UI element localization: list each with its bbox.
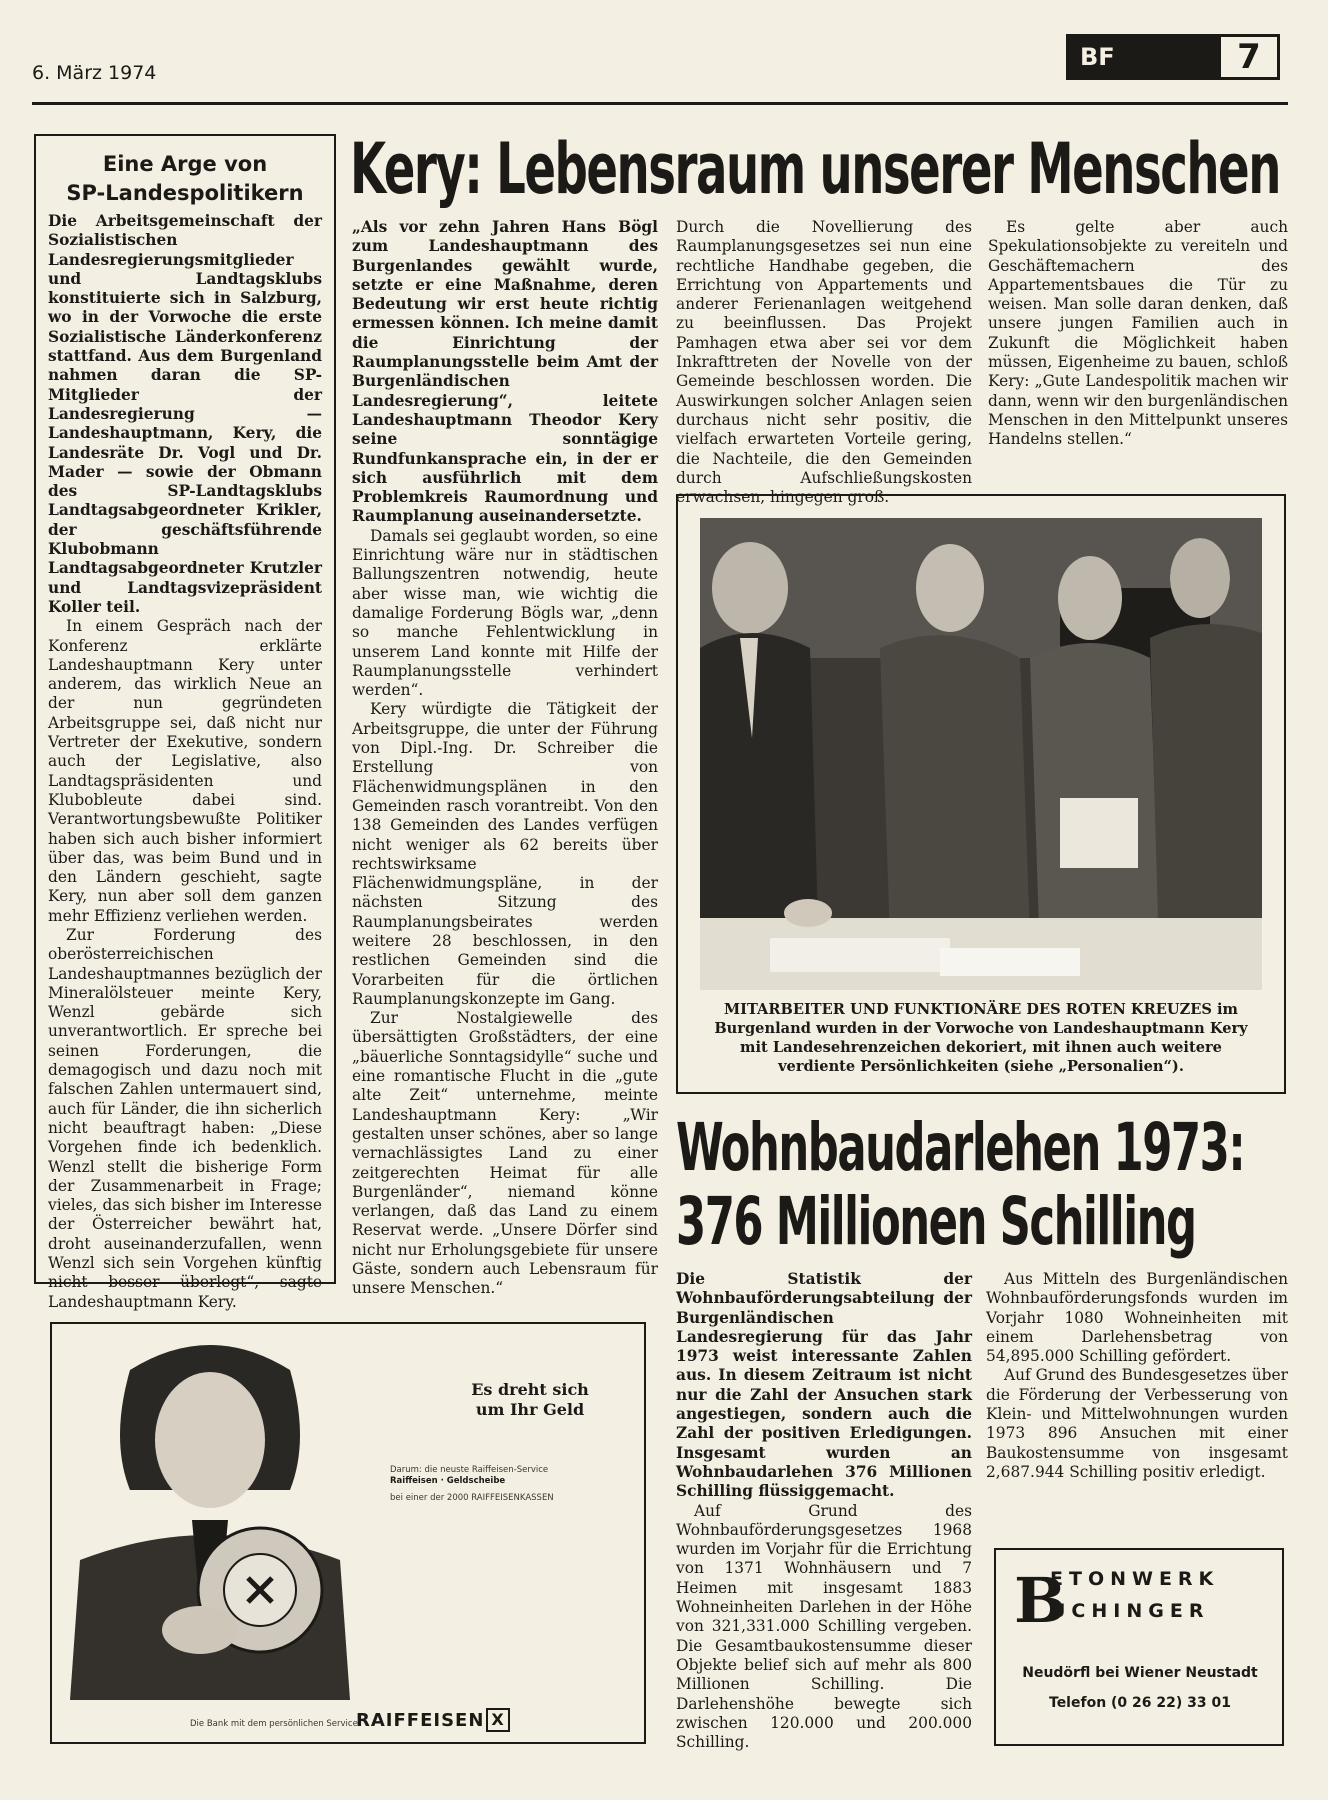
sidebar-paragraph: Zur Forderung des oberösterreichischen Landeshauptmannes bezüglich der Mineralölsteuer meinte Kery, Wenzl gebärde sich unverantwortlich. Er spreche bei seinen Forderungen, die demagogisch und dazu noch mit falschen Zahlen untermauert sind, auch für Länder, die ihn sicherlich nicht beauftragt haben: „Diese Vorgehen finde ich bedenklich. Wenzl stellt die bisherige Form der Zusammenarbeit in Frage; vieles, das sich bisher im Interesse der Österreicher bewährt hat, droht auseinanderzufallen, wenn Wenzl sich sein Vorgehen künftig nicht besser überlegt“, sagte Landeshauptmann Kery. [48, 925, 322, 1311]
second-headline-line2: 376 Millionen Schilling [676, 1183, 1196, 1260]
sidebar-paragraph: In einem Gespräch nach der Konferenz erklärte Landeshauptmann Kery unter anderem, das wirklich Neue an der nun gegründeten Arbeitsgruppe sei, daß nicht nur Vertreter der Exekutive, sondern auch der Legislative, also Landtagspräsidenten und Klubobleute dabei sind. Verantwortungsbewußte Politiker haben sich auch bisher informiert über das, was beim Bund und in den Ländern geschieht, sagte Kery, nun aber soll dem ganzen mehr Effizienz verliehen werden. [48, 617, 322, 925]
tagline-line2: um Ihr Geld [475, 1400, 585, 1419]
raiffeisen-slogan: Die Bank mit dem persönlichen Service [190, 1719, 358, 1729]
main-paragraph: Durch die Novellierung des Raumplanungsgesetzes sei nun eine rechtliche Handhabe gegeben, die Errichtung von Appartements und anderer Ferienanlagen weitgehend zu beeinflussen. Das Projekt Pamhagen etwa aber sei vor dem Inkrafttreten der Novelle von der Gemeinde beschlossen worden. Die Auswirkungen solcher Anlagen seien durchaus nicht sehr positiv, die vielfach erwarteten Vorteile gering, die Nachteile, die den Gemeinden durch Aufschließungskosten erwachsen, hingegen groß. [676, 218, 972, 507]
betonwerk-initial: B [1014, 1564, 1067, 1637]
second-paragraph: Aus Mitteln des Burgenländischen Wohnbauförderungsfonds wurden im Vorjahr 1080 Wohneinheiten mit einem Darlehensbetrag von 54,895.000 Schilling gefördert. [986, 1270, 1288, 1366]
betonwerk-line2: UCHINGER [1050, 1600, 1210, 1622]
tagline-line1: Es dreht sich [471, 1380, 589, 1399]
raiffeisen-logo-text: RAIFFEISEN [356, 1709, 485, 1731]
raiffeisen-ad-photo [60, 1330, 360, 1700]
raiffeisen-product: Raiffeisen · Geldscheibe [390, 1476, 506, 1486]
second-headline-line1: Wohnbaudarlehen 1973: [676, 1109, 1245, 1186]
ceremony-photo-illustration [700, 518, 1262, 990]
main-paragraph: Es gelte aber auch Spekulationsobjekte zu vereiteln und Geschäftemachern des Appartementsbaues die Tür zu weisen. Man solle daran denken, daß unsere jungen Familien auch in Zukunft die Möglichkeit haben müssen, Eigenheime zu bauen, schloß Kery: „Gute Landespolitik machen wir dann, wenn wir den burgenländischen Menschen in den Mittelpunkt unseres Handelns stellen.“ [988, 218, 1288, 449]
second-headline-box-2 [676, 1183, 1288, 1260]
man-with-disc-illustration [60, 1330, 360, 1700]
main-article-column-3 [988, 218, 1288, 488]
section-label: BF [1066, 34, 1218, 80]
second-paragraph: Auf Grund des Wohnbauförderungsgesetzes 1968 wurden im Vorjahr für die Errichtung von 1371 Wohnhäusern und 7 Heimen mit insgesamt 1883 Wohneinheiten Darlehen in der Höhe von 321,331.000 Schilling vergeben. Die Gesamtbaukostensumme dieser Objekte belief sich auf mehr als 800 Millionen Schilling. Die Darlehenshöhe bewegte sich zwischen 120.000 und 200.000 Schilling. [676, 1501, 972, 1752]
main-article-column-2 [676, 218, 972, 507]
main-paragraph: Kery würdigte die Tätigkeit der Arbeitsgruppe, die unter der Führung von Dipl.-Ing. Dr. Schreiber die Erstellung von Flächenwidmungsplänen in den Gemeinden rasch vorantreibt. Von den 138 Gemeinden des Landes verfügen nicht weniger als 62 bereits über rechtswirksame Flächenwidmungspläne, in der nächsten Sitzung des Raumplanungsbeirates werden weitere 28 beschlossen, in den restlichen Gemeinden sind die Vorarbeiten für die örtlichen Raumplanungskonzepte im Gang. [352, 700, 658, 1008]
sidebar-body [48, 212, 322, 1311]
second-lead: Die Statistik der Wohnbauförderungsabteilung der Burgenländischen Landesregierung für das Jahr 1973 weist interessante Zahlen aus. In diesem Zeitraum ist nicht nur die Zahl der Ansuchen stark angestiegen, sondern auch die Zahl der positiven Erledigungen. Insgesamt wurden an Wohnbaudarlehen 376 Millionen Schilling flüssiggemacht. [676, 1270, 972, 1501]
second-article-column-1 [676, 1270, 972, 1768]
main-paragraph: Damals sei geglaubt worden, so eine Einrichtung wäre nur in städtischen Ballungszentren notwendig, heute aber wisse man, wie wichtig die damalige Forderung Bögls war, „denn so manche Fehlentwicklung in unserem Land konnte mit Hilfe der Raumplanungsstelle verhindert werden“. [352, 526, 658, 700]
betonwerk-location: Neudörfl bei Wiener Neustadt [1022, 1665, 1258, 1681]
main-paragraph: Zur Nostalgiewelle des übersättigten Großstädters, der eine „bäuerliche Sonntagsidylle“ suche und eine romantische Flucht in die „gute alte Zeit“ unternehme, meinte Landeshauptmann Kery: „Wir gestalten unser schönes, aber so lange vernachlässigtes Land zu einer zeitgerechten Heimat für alle Burgenländer“, niemand könne verlangen, daß das Land zu einem Reservat werde. „Unsere Dörfer sind nicht nur Erholungsgebiete für unsere Gäste, sondern auch Lebensraum für unsere Menschen.“ [352, 1009, 658, 1298]
masthead [1066, 34, 1280, 80]
sidebar-lead: Die Arbeitsgemeinschaft der Sozialistischen Landesregierungsmitglieder und Landtagsklubs konstituierte sich in Salzburg, wo in der Vorwoche die erste Sozialistische Länderkonferenz stattfand. Aus dem Burgenland nahmen daran die SP-Mitglieder der Landesregierung — Landeshauptmann, Kery, die Landesräte Dr. Vogl und Dr. Mader — sowie der Obmann des SP-Landtagsklubs Landtagsabgeordneter Krikler, der geschäftsführende Klubobmann Landtagsabgeordneter Krutzler und Landtagsvizepräsident Koller teil. [48, 212, 322, 616]
second-paragraph: Auf Grund des Bundesgesetzes über die Förderung der Verbesserung von Klein- und Mittelwohnungen wurden 1973 896 Ansuchen mit einer Baukostensumme von insgesamt 2,687.944 Schilling positiv erledigt. [986, 1366, 1288, 1481]
raiffeisen-details [390, 1464, 590, 1504]
raiffeisen-availability: bei einer der 2000 RAIFFEISENKASSEN [390, 1493, 554, 1503]
second-article-column-2 [986, 1270, 1288, 1520]
photo-caption: MITARBEITER UND FUNKTIONÄRE DES ROTEN KREUZES im Burgenland wurden in der Vorwoche von Landeshauptmann Kery mit Landesehrenzeichen dekoriert, mit ihnen auch weitere verdiente Persönlichkeiten (siehe „Personalien“). [714, 1001, 1248, 1075]
sidebar-title-line1: Eine Arge von [102, 152, 268, 176]
raiffeisen-cross-icon: X [486, 1708, 509, 1732]
main-article-column-1 [352, 218, 658, 1298]
sidebar-heading [48, 152, 322, 210]
main-headline-box [350, 130, 1288, 208]
betonwerk-line1: ETONWERK [1050, 1568, 1220, 1590]
page-number: 7 [1218, 34, 1280, 80]
header-rule [32, 102, 1288, 105]
press-photo [700, 518, 1262, 990]
main-headline: Kery: Lebensraum unserer Menschen [350, 128, 1280, 210]
raiffeisen-small-line: Darum: die neuste Raiffeisen-Service [390, 1465, 549, 1475]
second-headline-box [676, 1109, 1288, 1186]
issue-date: 6. März 1974 [32, 62, 157, 84]
raiffeisen-logo [356, 1708, 510, 1732]
raiffeisen-tagline [440, 1380, 620, 1420]
sidebar-title-line2: SP-Landespolitikern [66, 181, 304, 205]
betonwerk-phone: Telefon (0 26 22) 33 01 [1049, 1695, 1231, 1711]
main-lead: „Als vor zehn Jahren Hans Bögl zum Landeshauptmann des Burgenlandes gewählt wurde, setzte er eine Maßnahme, deren Bedeutung wir erst heute richtig ermessen können. Ich meine damit die Einrichtung der Raumplanungsstelle beim Amt der Burgenländischen Landesregierung“, leitete Landeshauptmann Theodor Kery seine sonntägige Rundfunkansprache ein, in der er sich ausführlich mit dem Problemkreis Raumordnung und Raumplanung auseinandersetzte. [352, 218, 658, 526]
